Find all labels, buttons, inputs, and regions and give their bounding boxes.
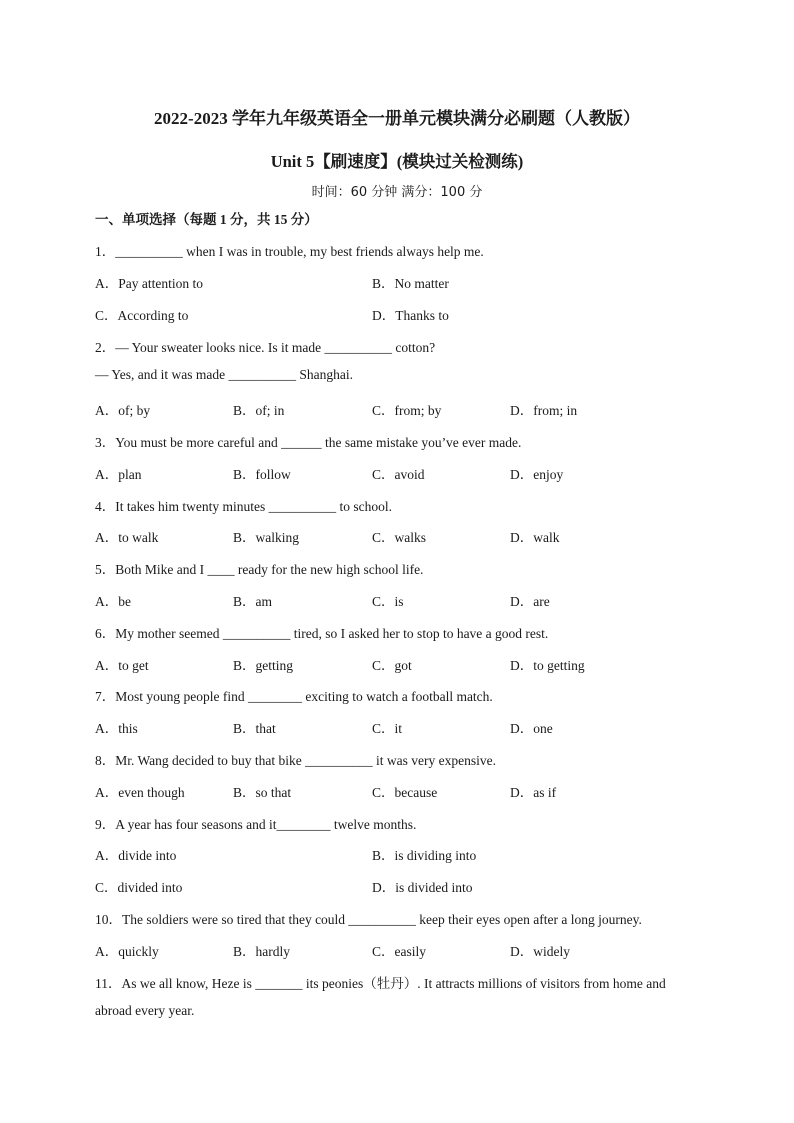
option-c: C．it [372,721,403,736]
exam-meta: 时间：60 分钟 满分：100 分 [311,185,483,200]
option-c: C．divided into [95,880,183,895]
option-a: A．this [95,721,138,736]
option-d: D．as if [510,785,557,800]
option-b: B．No matter [372,276,449,291]
question-stem: 2．— Your sweater looks nice. Is it made __________ cotton? [95,340,436,355]
option-c: C．According to [95,308,189,323]
option-c: C．avoid [372,467,425,482]
option-a: A．quickly [95,944,159,959]
option-c: C．walks [372,530,426,545]
page-subtitle: Unit 5【刷速度】(模块过关检测练) [270,152,524,171]
option-a: A．be [95,594,131,609]
option-b: B．walking [233,530,299,545]
option-a: A．Pay attention to [95,276,203,291]
option-c: C．got [372,658,412,673]
question-stem: 10．The soldiers were so tired that they could __________ keep their eyes open after a long journey. [95,912,642,927]
option-b: B．so that [233,785,292,800]
option-a: A．divide into [95,848,177,863]
question-stem: 8．Mr. Wang decided to buy that bike __________ it was very expensive. [95,753,496,768]
option-a: A．plan [95,467,142,482]
option-c: C．is [372,594,404,609]
section-title: 一、单项选择（每题 1 分，共 15 分） [95,212,318,227]
question-stem-continued: — Yes, and it was made __________ Shanghai. [95,367,353,382]
question-stem: 9．A year has four seasons and it________ twelve months. [95,817,417,832]
option-d: D．Thanks to [372,308,449,323]
question-stem: 11．As we all know, Heze is _______ its peonies（牡丹）. It attracts millions of visitors from home and [95,976,666,991]
option-c: C．easily [372,944,426,959]
option-d: D．to getting [510,658,585,673]
option-c: C．because [372,785,438,800]
question-stem: 1．__________ when I was in trouble, my best friends always help me. [95,244,484,259]
question-stem: 6．My mother seemed __________ tired, so I asked her to stop to have a good rest. [95,626,549,641]
option-a: A．to walk [95,530,159,545]
option-a: A．even though [95,785,185,800]
option-b: B．getting [233,658,293,673]
option-b: B．follow [233,467,291,482]
question-stem: 4．It takes him twenty minutes __________ to school. [95,499,392,514]
option-c: C．from; by [372,403,442,418]
question-stem: 3．You must be more careful and ______ the same mistake you’ve ever made. [95,435,522,450]
option-d: D．one [510,721,553,736]
option-b: B．of; in [233,403,285,418]
option-d: D．are [510,594,550,609]
option-a: A．of; by [95,403,151,418]
page-title: 2022-2023 学年九年级英语全一册单元模块满分必刷题（人教版） [154,109,640,128]
option-d: D．from; in [510,403,578,418]
question-stem-continued: abroad every year. [95,1003,195,1018]
option-b: B．is dividing into [372,848,477,863]
question-stem: 5．Both Mike and I ____ ready for the new high school life. [95,562,424,577]
option-d: D．enjoy [510,467,564,482]
option-d: D．widely [510,944,570,959]
option-a: A．to get [95,658,149,673]
question-stem: 7．Most young people find ________ exciting to watch a football match. [95,689,493,704]
option-d: D．is divided into [372,880,473,895]
option-b: B．that [233,721,276,736]
option-d: D．walk [510,530,560,545]
option-b: B．hardly [233,944,290,959]
option-b: B．am [233,594,272,609]
